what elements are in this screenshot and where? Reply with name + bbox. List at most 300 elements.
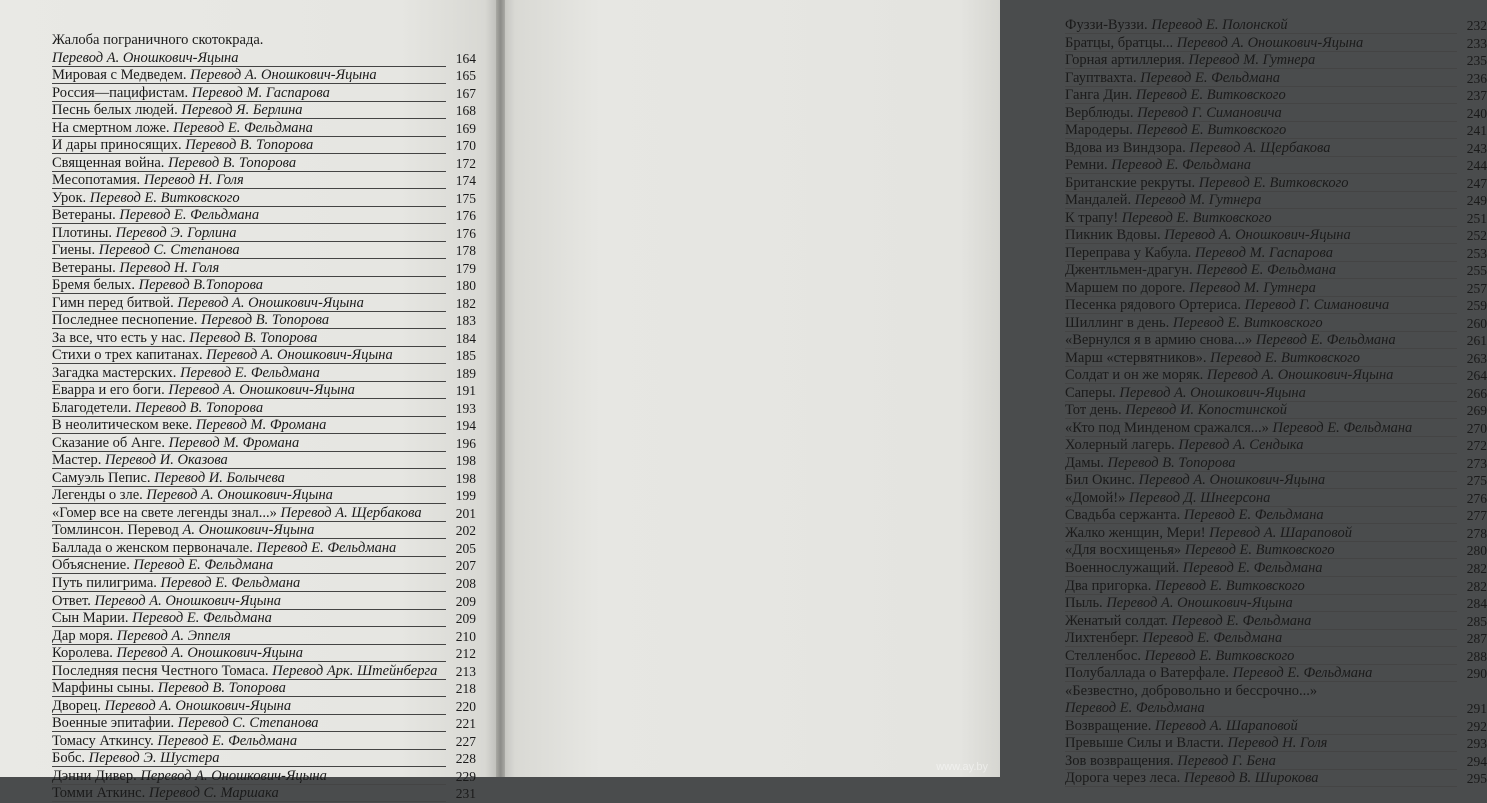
- toc-entry: [1065, 560, 1487, 578]
- toc-entry: [1065, 525, 1487, 543]
- entry-translator: Перевод А. Щербакова: [280, 504, 422, 521]
- toc-entry-text: [1065, 665, 1372, 683]
- entry-title: Дэнни Дивер.: [52, 767, 137, 784]
- entry-title: Мировая с Медведем.: [52, 67, 187, 84]
- entry-title: Месопотамия.: [52, 172, 141, 189]
- toc-entry: [1065, 70, 1487, 88]
- entry-title: «Домой!»: [1065, 489, 1126, 506]
- toc-entry: [1065, 175, 1487, 193]
- toc-entry: [1065, 613, 1487, 631]
- entry-translator: Перевод В.Топорова: [138, 277, 264, 294]
- toc-entry-text: [1065, 718, 1298, 736]
- entry-title: Королева.: [52, 645, 113, 662]
- entry-page-number: 231: [455, 786, 476, 802]
- entry-page-number: 251: [1466, 210, 1487, 226]
- entry-title: К трапу!: [1065, 209, 1119, 226]
- toc-entry-text: [1065, 262, 1336, 280]
- entry-page-number: 176: [455, 208, 476, 224]
- toc-entry-text: [1065, 87, 1286, 105]
- entry-translator: Перевод Е. Витковского: [1135, 87, 1286, 104]
- entry-page-number: 172: [455, 155, 476, 171]
- toc-entry: [52, 505, 476, 523]
- toc-entry-text: [1065, 140, 1330, 158]
- toc-entry: [52, 400, 476, 418]
- toc-entry-text: [52, 330, 317, 348]
- toc-entry: [1065, 227, 1487, 245]
- entry-page-number: 209: [455, 611, 476, 627]
- entry-page-number: 241: [1466, 123, 1487, 139]
- entry-title: Женатый солдат.: [1065, 612, 1169, 629]
- entry-title: Ганга Дин.: [1065, 87, 1133, 104]
- toc-entry-text: [1065, 472, 1325, 490]
- entry-title: Томлинсон. Перевод: [52, 522, 179, 539]
- toc-entry: [1065, 455, 1487, 473]
- entry-translator: Перевод Е. Фельдмана: [132, 610, 272, 627]
- entry-translator: Перевод Г. Бена: [1177, 752, 1276, 769]
- entry-translator: Перевод Е. Фельдмана: [119, 207, 260, 224]
- entry-translator: Перевод В. Топорова: [168, 154, 297, 171]
- entry-title: «Кто под Минденом сражался...»: [1065, 419, 1269, 436]
- toc-entry-text: [1065, 420, 1412, 438]
- entry-translator: Перевод А. Оношкович-Яцына: [1206, 367, 1394, 384]
- toc-entry-text: [1065, 332, 1396, 350]
- entry-translator: Перевод Е. Фельдмана: [1182, 559, 1323, 576]
- entry-translator: Перевод М. Фромана: [168, 434, 300, 451]
- entry-title: Бил Окинс.: [1065, 472, 1136, 489]
- entry-translator: Перевод Э. Шустера: [88, 750, 220, 767]
- entry-page-number: 205: [455, 540, 476, 556]
- entry-title: «Вернулся я в армию снова...»: [1065, 332, 1253, 349]
- entry-title: Дар моря.: [52, 627, 114, 644]
- toc-entry-text: [52, 768, 327, 786]
- entry-page-number: 233: [1466, 35, 1487, 51]
- toc-entry: [1065, 332, 1487, 350]
- toc-entry: [1065, 350, 1487, 368]
- toc-entry-text: [52, 295, 364, 313]
- toc-entry: [52, 750, 476, 768]
- toc-entry: [52, 452, 476, 470]
- entry-translator: Перевод Е. Фельдмана: [1142, 630, 1283, 647]
- toc-entry: [52, 155, 476, 173]
- toc-entry: [1065, 753, 1487, 771]
- toc-entry-text: [1065, 367, 1393, 385]
- entry-page-number: 210: [455, 628, 476, 644]
- entry-page-number: 212: [455, 646, 476, 662]
- toc-entry: [52, 190, 476, 208]
- entry-title: Военные эпитафии.: [52, 715, 175, 732]
- toc-entry-text: [52, 435, 299, 453]
- entry-page-number: 221: [455, 716, 476, 732]
- entry-title: На смертном ложе.: [52, 119, 170, 136]
- entry-title: «Безвестно, добровольно и бессрочно...»: [1065, 682, 1318, 699]
- entry-title: Фуззи-Вуззи.: [1065, 17, 1148, 33]
- toc-entry-text: [52, 120, 313, 138]
- toc-entry: [52, 593, 476, 611]
- toc-entry: [1065, 122, 1487, 140]
- entry-title: Стихи о трех капитанах.: [52, 347, 203, 364]
- entry-page-number: 179: [455, 260, 476, 276]
- toc-entry: [52, 645, 476, 663]
- toc-entry-text: [52, 487, 333, 505]
- toc-entry-text: [1065, 315, 1323, 333]
- toc-entry: [52, 417, 476, 435]
- toc-entry-text: [1065, 385, 1306, 403]
- entry-title: Баллада о женском первоначале.: [52, 539, 253, 556]
- entry-translator: Перевод Е. Фельдмана: [1111, 157, 1252, 174]
- toc-entry: [1065, 297, 1487, 315]
- toc-entry: [52, 32, 476, 50]
- toc-entry-text: [1065, 437, 1303, 455]
- entry-page-number: 259: [1466, 298, 1487, 314]
- toc-entry: [52, 312, 476, 330]
- entry-page-number: 236: [1466, 70, 1487, 86]
- entry-title: Дамы.: [1065, 454, 1104, 471]
- toc-entry-text: [52, 645, 303, 663]
- entry-title: Объяснение.: [52, 557, 130, 574]
- entry-page-number: 213: [455, 663, 476, 679]
- entry-page-number: 182: [455, 295, 476, 311]
- toc-entry-text: [52, 593, 281, 611]
- entry-page-number: 293: [1466, 736, 1487, 752]
- toc-entry-text: [52, 155, 296, 173]
- entry-translator: Перевод Е. Фельдмана: [1140, 69, 1281, 86]
- toc-entry-text: [52, 365, 320, 383]
- entry-translator: Перевод С. Степанова: [177, 715, 319, 732]
- entry-title: Гиены.: [52, 242, 96, 259]
- entry-page-number: 170: [455, 138, 476, 154]
- right-page: [500, 0, 1487, 787]
- entry-translator: Перевод Е. Витковского: [1184, 542, 1335, 559]
- toc-entry-text: [1065, 192, 1261, 210]
- entry-page-number: 269: [1466, 403, 1487, 419]
- toc-entry-text: [1065, 630, 1282, 648]
- toc-entry-text: [52, 417, 326, 435]
- entry-page-number: 277: [1466, 508, 1487, 524]
- entry-title: Еварра и его боги.: [52, 382, 165, 399]
- entry-page-number: 244: [1466, 158, 1487, 174]
- entry-translator: Перевод М. Гаспарова: [191, 84, 330, 101]
- toc-entry: [52, 785, 476, 803]
- entry-translator: Перевод М. Гаспарова: [1194, 244, 1333, 261]
- entry-page-number: 185: [455, 348, 476, 364]
- toc-entry-text: [52, 575, 300, 593]
- toc-entry-text: [52, 85, 330, 103]
- entry-translator: Перевод А. Оношкович-Яцына: [1106, 595, 1293, 612]
- entry-translator: Перевод Е. Фельдмана: [1255, 332, 1396, 349]
- toc-entry-text: [1065, 350, 1360, 368]
- entry-title: Тот день.: [1065, 402, 1122, 419]
- entry-translator: Перевод А. Оношкович-Яцына: [168, 382, 355, 399]
- toc-entry-text: [52, 522, 314, 540]
- entry-title: Загадка мастерских.: [52, 364, 177, 381]
- left-toc-list: [52, 32, 476, 803]
- entry-page-number: 201: [455, 505, 476, 521]
- entry-translator: Перевод М. Фромана: [195, 417, 327, 434]
- toc-entry: [52, 680, 476, 698]
- entry-title: Гауптвахта.: [1065, 69, 1137, 86]
- entry-title: Переправа у Кабула.: [1065, 244, 1192, 261]
- toc-entry: [52, 295, 476, 313]
- entry-page-number: 175: [455, 190, 476, 206]
- toc-entry: [52, 102, 476, 120]
- toc-entry: [1065, 245, 1487, 263]
- entry-title: Свадьба сержанта.: [1065, 507, 1181, 524]
- entry-page-number: 191: [455, 383, 476, 399]
- entry-translator: Перевод Е. Полонской: [1151, 17, 1288, 33]
- toc-entry-text: [52, 225, 237, 243]
- entry-title: Ветераны.: [52, 259, 116, 276]
- toc-entry: [1065, 735, 1487, 753]
- entry-title: В неолитическом веке.: [52, 417, 193, 434]
- toc-entry-text: [1065, 648, 1294, 666]
- entry-title: Полубаллада о Ватерфале.: [1065, 665, 1229, 682]
- entry-page-number: 184: [455, 330, 476, 346]
- entry-title: Возвращение.: [1065, 717, 1152, 734]
- entry-translator: Перевод А. Оношкович-Яцына: [116, 645, 304, 662]
- entry-translator: Перевод Арк. Штейнберга: [272, 662, 438, 679]
- entry-title: Песенка рядового Ортериса.: [1065, 297, 1241, 314]
- entry-translator: Перевод Е. Фельдмана: [1232, 665, 1373, 682]
- toc-entry: [1065, 17, 1487, 35]
- entry-title: За все, что есть у нас.: [52, 329, 186, 346]
- entry-translator: Перевод Е. Фельдмана: [173, 119, 313, 136]
- toc-entry-text: [1065, 122, 1286, 140]
- toc-entry-text: [52, 382, 355, 400]
- entry-translator: Перевод Е. Фельдмана: [1065, 700, 1205, 717]
- entry-title: Вдова из Виндзора.: [1065, 139, 1186, 156]
- entry-title: Священная война.: [52, 154, 165, 171]
- entry-title: Сын Марии.: [52, 610, 129, 627]
- entry-translator: Перевод А. Оношкович-Яцына: [190, 67, 377, 84]
- toc-entry: [1065, 770, 1487, 788]
- toc-entry-text: [1065, 210, 1272, 228]
- toc-entry: [1065, 507, 1487, 525]
- entry-page-number: 288: [1466, 648, 1487, 664]
- entry-title: Бобс.: [52, 750, 86, 767]
- entry-page-number: 196: [455, 435, 476, 451]
- entry-page-number: 272: [1466, 438, 1487, 454]
- entry-title: Шиллинг в день.: [1065, 314, 1170, 331]
- entry-page-number: 263: [1466, 350, 1487, 366]
- entry-page-number: 261: [1466, 333, 1487, 349]
- entry-title: Британские рекруты.: [1065, 174, 1196, 191]
- entry-title: Мародеры.: [1065, 122, 1133, 139]
- entry-translator: Перевод А. Оношкович-Яцына: [94, 592, 282, 609]
- entry-translator: Перевод Д. Шнеерсона: [1129, 489, 1271, 506]
- entry-translator: Перевод Н. Голя: [143, 172, 244, 189]
- toc-entry: [1065, 683, 1487, 701]
- entry-title: Верблюды.: [1065, 104, 1134, 121]
- entry-title: Дворец.: [52, 697, 101, 714]
- toc-entry: [1065, 262, 1487, 280]
- toc-entry: [1065, 210, 1487, 228]
- entry-page-number: 220: [455, 698, 476, 714]
- entry-translator: Перевод А. Оношкович-Яцына: [1176, 34, 1364, 51]
- entry-translator: Перевод А. Оношкович-Яцына: [146, 487, 333, 504]
- entry-page-number: 295: [1466, 771, 1487, 787]
- toc-entry-text: [52, 172, 244, 190]
- toc-entry: [1065, 192, 1487, 210]
- entry-page-number: 189: [455, 365, 476, 381]
- entry-title: Путь пилигрима.: [52, 574, 157, 591]
- entry-page-number: 167: [455, 85, 476, 101]
- entry-translator: Перевод В. Широкова: [1183, 770, 1319, 787]
- toc-entry-text: [52, 207, 259, 225]
- toc-entry-text: [1065, 542, 1335, 560]
- entry-translator: Перевод А. Оношкович-Яцына: [104, 697, 292, 714]
- entry-translator: Перевод Е. Витковского: [1210, 349, 1360, 366]
- toc-entry-text: [52, 698, 291, 716]
- entry-title: Зов возвращения.: [1065, 752, 1174, 769]
- toc-entry: [1065, 140, 1487, 158]
- entry-title: Жалко женщин, Мери!: [1065, 524, 1206, 541]
- toc-entry: [52, 347, 476, 365]
- entry-page-number: 180: [455, 278, 476, 294]
- entry-title: Военнослужащий.: [1065, 559, 1180, 576]
- entry-translator: Перевод А. Оношкович-Яцына: [1164, 227, 1351, 244]
- toc-entry-text: [52, 610, 272, 628]
- toc-entry-text: [52, 750, 220, 768]
- toc-entry-text: [52, 277, 263, 295]
- entry-page-number: 228: [455, 751, 476, 767]
- toc-entry: [1065, 648, 1487, 666]
- entry-translator: Перевод Е. Фельдмана: [1183, 507, 1324, 524]
- toc-entry: [1065, 718, 1487, 736]
- toc-entry: [52, 330, 476, 348]
- entry-title: Дорога через леса.: [1065, 770, 1181, 787]
- entry-title: Сказание об Анге.: [52, 434, 165, 451]
- entry-translator: Перевод И. Копостинской: [1125, 402, 1288, 419]
- entry-title: Песнь белых людей.: [52, 102, 178, 119]
- entry-translator: Перевод Е. Фельдмана: [157, 732, 298, 749]
- entry-title: Ремни.: [1065, 157, 1108, 174]
- entry-title: Плотины.: [52, 224, 112, 241]
- entry-title: Последняя песня Честного Томаса.: [52, 662, 269, 679]
- entry-translator: Перевод А. Оношкович-Яцына: [177, 294, 364, 311]
- entry-translator: Перевод М. Гутнера: [1188, 52, 1316, 69]
- toc-entry-text: [52, 540, 396, 558]
- toc-entry: [52, 260, 476, 278]
- entry-translator: Перевод Е. Фельдмана: [256, 539, 397, 556]
- entry-page-number: 227: [455, 733, 476, 749]
- toc-entry-text: [1065, 35, 1363, 53]
- entry-page-number: 209: [455, 593, 476, 609]
- toc-entry-text: [52, 102, 303, 120]
- entry-page-number: 199: [455, 488, 476, 504]
- entry-translator: Перевод И. Оказова: [105, 452, 228, 469]
- toc-entry-text: [1065, 753, 1276, 771]
- entry-page-number: 164: [455, 50, 476, 66]
- toc-entry-text: [1065, 402, 1287, 420]
- toc-entry-text: [1065, 52, 1315, 70]
- entry-title: Томми Аткинс.: [52, 785, 146, 802]
- entry-page-number: 249: [1466, 193, 1487, 209]
- book-gutter: [496, 0, 505, 777]
- entry-title: Лихтенберг.: [1065, 630, 1139, 647]
- toc-entry: [52, 470, 476, 488]
- entry-title: Марш «стервятников».: [1065, 349, 1207, 366]
- entry-page-number: 198: [455, 470, 476, 486]
- toc-entry: [52, 487, 476, 505]
- entry-translator: А. Оношкович-Яцына: [182, 522, 315, 539]
- entry-title: Последнее песнопение.: [52, 312, 198, 329]
- toc-entry-text: [1065, 490, 1270, 508]
- entry-title: Солдат и он же моряк.: [1065, 367, 1204, 384]
- entry-translator: Перевод Е. Витковского: [1154, 577, 1305, 594]
- entry-translator: Перевод С. Степанова: [98, 242, 240, 259]
- entry-translator: Перевод И. Болычева: [154, 469, 285, 486]
- entry-page-number: 193: [455, 400, 476, 416]
- toc-entry-text: [1065, 525, 1352, 543]
- toc-entry-text: [1065, 70, 1280, 88]
- entry-translator: Перевод Е. Витковского: [1121, 209, 1272, 226]
- toc-entry: [52, 663, 476, 681]
- toc-entry-text: [52, 312, 329, 330]
- entry-title: Горная артиллерия.: [1065, 52, 1185, 69]
- entry-title: Братцы, братцы...: [1065, 34, 1174, 51]
- entry-translator: Перевод А. Эппеля: [116, 627, 231, 644]
- toc-entry: [52, 277, 476, 295]
- entry-title: Ответ.: [52, 592, 91, 609]
- entry-page-number: 178: [455, 243, 476, 259]
- entry-title: Мастер.: [52, 452, 102, 469]
- toc-entry-text: [52, 242, 240, 260]
- toc-entry-text: [52, 715, 319, 733]
- entry-translator: Перевод В. Топорова: [157, 680, 286, 697]
- toc-entry: [52, 557, 476, 575]
- toc-entry: [52, 382, 476, 400]
- toc-entry-text: [52, 67, 377, 85]
- entry-title: Благодетели.: [52, 399, 132, 416]
- toc-entry: [1065, 578, 1487, 596]
- toc-entry: [1065, 280, 1487, 298]
- toc-entry-text: [52, 32, 263, 50]
- toc-entry-text: [52, 785, 279, 803]
- toc-entry: [52, 610, 476, 628]
- entry-title: Ветераны.: [52, 207, 116, 224]
- toc-entry: [1065, 700, 1487, 718]
- entry-title: Пикник Вдовы.: [1065, 227, 1161, 244]
- toc-entry-text: [52, 347, 393, 365]
- entry-title: Жалоба пограничного скотокрада.: [52, 32, 264, 48]
- toc-entry-text: [52, 470, 285, 488]
- entry-title: Легенды о зле.: [52, 487, 143, 504]
- entry-translator: Перевод А. Оношкович-Яцына: [1138, 472, 1326, 489]
- entry-translator: Перевод А. Шараповой: [1209, 524, 1352, 541]
- right-toc-list: [1065, 17, 1487, 788]
- entry-page-number: 291: [1466, 701, 1487, 717]
- entry-page-number: 278: [1466, 525, 1487, 541]
- toc-entry: [52, 575, 476, 593]
- toc-entry-text: [1065, 683, 1317, 701]
- entry-title: Маршем по дороге.: [1065, 279, 1186, 296]
- toc-entry-text: [1065, 280, 1316, 298]
- entry-translator: Перевод Г. Симановича: [1137, 104, 1282, 121]
- entry-page-number: 207: [455, 558, 476, 574]
- entry-translator: Перевод Е. Витковского: [1144, 647, 1295, 664]
- entry-translator: Перевод Я. Берлина: [181, 102, 303, 119]
- toc-entry: [1065, 385, 1487, 403]
- toc-entry-text: [52, 680, 286, 698]
- entry-translator: Перевод А. Шараповой: [1155, 717, 1298, 734]
- toc-entry-text: [52, 663, 437, 681]
- toc-entry: [52, 365, 476, 383]
- entry-page-number: 235: [1466, 53, 1487, 69]
- toc-entry: [52, 628, 476, 646]
- entry-translator: Перевод Е. Фельдмана: [133, 557, 274, 574]
- toc-entry: [1065, 52, 1487, 70]
- left-page: [0, 0, 500, 802]
